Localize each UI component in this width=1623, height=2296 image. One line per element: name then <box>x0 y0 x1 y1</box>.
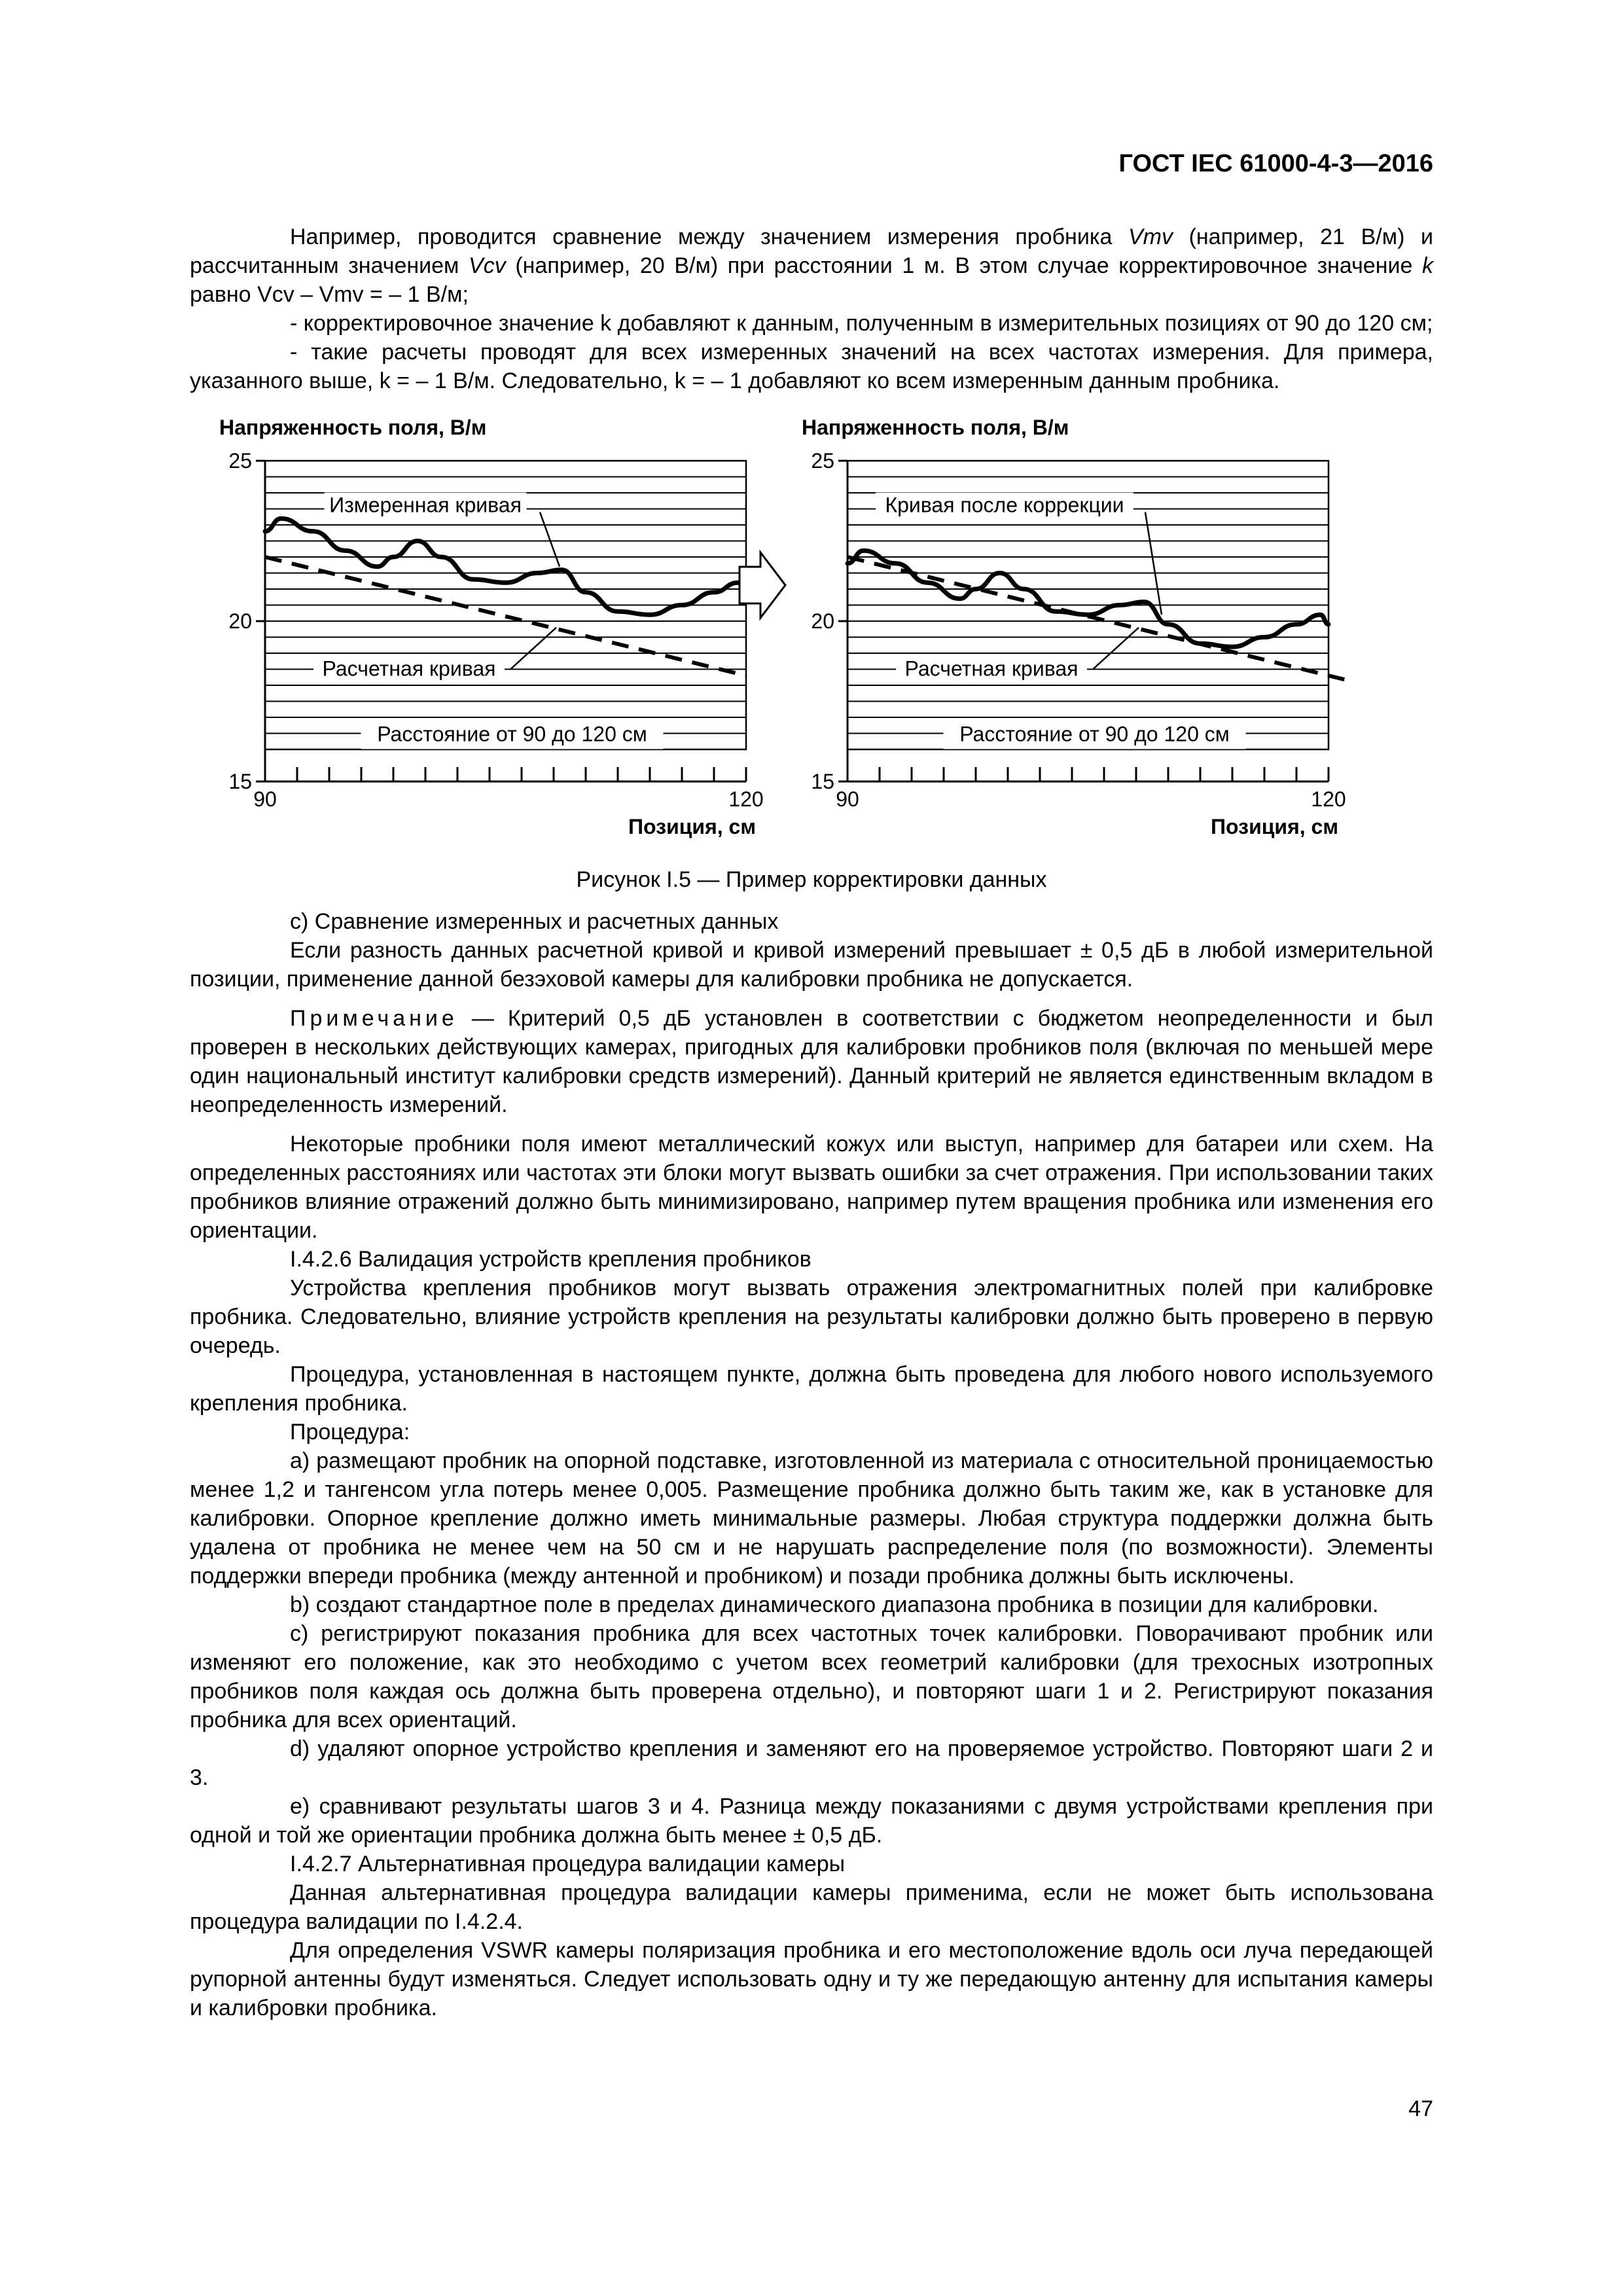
chart-1-x-tick-label: 90 <box>253 787 277 811</box>
intro-paragraph-3: - такие расчеты проводят для всех измеренных значений на всех частотах измерения. Для примера, указанного выше, k = – 1 В/м. Следовательно, k = – 1 добавляют ко всем измеренным данным пробника. <box>190 340 1433 393</box>
figure-i5 <box>190 415 1433 860</box>
chart-2-xlabel: Позиция, см <box>1211 815 1338 838</box>
chart-2-x-tick-label: 90 <box>836 787 859 811</box>
heading-i426: I.4.2.6 Валидация устройств крепления пробников <box>290 1247 812 1272</box>
step-b: b) создают стандартное поле в пределах динамического диапазона пробника в позиции для калибровки. <box>290 1592 1379 1617</box>
correction-charts <box>190 415 1433 860</box>
chart-2-annotation-curve: Кривая после коррекции <box>885 493 1124 517</box>
chart-1-annotation-calculated: Расчетная кривая <box>322 656 496 681</box>
chart-2-y-tick-label: 15 <box>811 770 834 793</box>
page-number: 47 <box>1408 2096 1433 2121</box>
chart-2-annotation-distance: Расстояние от 90 до 120 см <box>959 722 1230 746</box>
step-c: c) регистрируют показания пробника для всех частотных точек калибровки. Поворачивают пробник или изменяют его положение, как это необходимо с учетом всех геометрий калибровки (для трехосных изотропных пробников поля каждая ось должна быть проверена отдельно), и повторяют шаги 1 и 2. Регистрируют показания пробника для всех ориентаций. <box>190 1621 1433 1732</box>
formula: Vcv – Vmv = – 1 В/м; <box>257 282 469 307</box>
chart-1-annotation-curve: Измеренная кривая <box>329 493 522 517</box>
intro-paragraph-2: - корректировочное значение k добавляют к данным, полученным в измерительных позициях от 90 до 120 см; <box>290 311 1433 336</box>
chart-1-y-tick-label: 25 <box>228 449 252 473</box>
chart-1-annotation-distance: Расстояние от 90 до 120 см <box>377 722 647 746</box>
chart-2-y-tick-label: 20 <box>811 609 834 633</box>
chart-2-leader-calculated <box>1093 628 1139 670</box>
chart-2-leader-corrected <box>1145 512 1162 615</box>
chart-2-annotation-calculated: Расчетная кривая <box>904 656 1079 681</box>
intro-section <box>190 223 1433 2022</box>
chart-1-series-measured-line <box>265 518 746 615</box>
heading-i427: I.4.2.7 Альтернативная процедура валидации камеры <box>290 1852 846 1876</box>
chart-1-y-tick-label: 20 <box>228 609 252 633</box>
section-c-text: Если разность данных расчетной кривой и кривой измерений превышает ± 0,5 дБ в любой измерительной позиции, применение данной безэховой камеры для калибровки пробника не допускается. <box>190 938 1433 992</box>
paragraph-i426-1: Устройства крепления пробников могут вызвать отражения электромагнитных полей при калибровке пробника. Следовательно, влияние устройств крепления на результаты калибровки должно быть проверено в первую очередь. <box>190 1276 1433 1358</box>
chart-2-x-tick-label: 120 <box>1311 787 1346 811</box>
paragraph-i426-2: Процедура, установленная в настоящем пункте, должна быть проведена для любого нового используемого крепления пробника. <box>190 1362 1433 1416</box>
procedure-label: Процедура: <box>290 1420 410 1444</box>
step-a: a) размещают пробник на опорной подставке, изготовленной из материала с относительной проницаемостью менее 1,2 и тангенсом угла потерь менее 0,005. Размещение пробника должно быть таким же, как в установке для калибровки. Опорное крепление должно иметь минимальные размеры. Любая структура поддержки должна быть удалена от пробника не менее чем на 50 см и не нарушать распределение поля (по возможности). Элементы поддержки впереди пробника (между антенной и пробником) и позади пробника должны быть исключены. <box>190 1448 1433 1588</box>
standard-header: ГОСТ IEC 61000-4-3—2016 <box>1118 150 1433 177</box>
paragraph-i427-1: Данная альтернативная процедура валидации камеры применима, если не может быть использована процедура валидации по I.4.2.4. <box>190 1880 1433 1934</box>
chart-1-ylabel: Напряженность поля, В/м <box>219 416 487 439</box>
note-paragraph: Примечание — Критерий 0,5 дБ установлен в соответствии с бюджетом неопределенности и был проверен в нескольких действующих камерах, пригодных для калибровки пробников поля (включая по меньшей мере один национальный институт калибровки средств измерений). Данный критерий не является единственным вкладом в неопределенность измерений. <box>190 1006 1433 1117</box>
paragraph-i427-2: Для определения VSWR камеры поляризация пробника и его местоположение вдоль оси луча передающей рупорной антенны будут изменяться. Следует использовать одну и ту же передающую антенну для испытания камеры и калибровки пробника. <box>190 1938 1433 2020</box>
chart-1-leader-calculated <box>510 628 556 670</box>
chart-2-series-measured-line <box>847 550 1329 647</box>
chart-1-x-tick-label: 120 <box>728 787 764 811</box>
chart-2-ylabel: Напряженность поля, В/м <box>802 416 1069 439</box>
note-label: Примечание <box>290 1006 458 1031</box>
intro-paragraph-1: Например, проводится сравнение между значением измерения пробника Vmv (например, 21 В/м) и рассчитанным значением Vcv (например, 20 В/м) при расстоянии 1 м. В этом случае корректировочное значение k равно Vcv – Vmv = – 1 В/м; <box>190 224 1434 307</box>
chart-1-y-tick-label: 15 <box>228 770 252 793</box>
probes-paragraph: Некоторые пробники поля имеют металлический кожух или выступ, например для батареи или схем. На определенных расстояниях или частотах эти блоки могут вызвать ошибки за счет отражения. При использовании таких пробников влияние отражений должно быть минимизировано, например путем вращения пробника или изменения его ориентации. <box>190 1132 1433 1243</box>
figure-caption: Рисунок I.5 — Пример корректировки данных <box>576 867 1047 892</box>
step-d: d) удаляют опорное устройство крепления и заменяют его на проверяемое устройство. Повторяют шаги 2 и 3. <box>190 1736 1433 1790</box>
section-c-title: c) Сравнение измеренных и расчетных данных <box>290 909 779 934</box>
chart-2-y-tick-label: 25 <box>811 449 834 473</box>
step-e: e) сравнивают результаты шагов 3 и 4. Разница между показаниями с двумя устройствами крепления при одной и той же ориентации пробника должна быть менее ± 0,5 дБ. <box>190 1794 1433 1848</box>
chart-1-leader-measured <box>540 512 560 566</box>
chart-1-xlabel: Позиция, см <box>628 815 756 838</box>
